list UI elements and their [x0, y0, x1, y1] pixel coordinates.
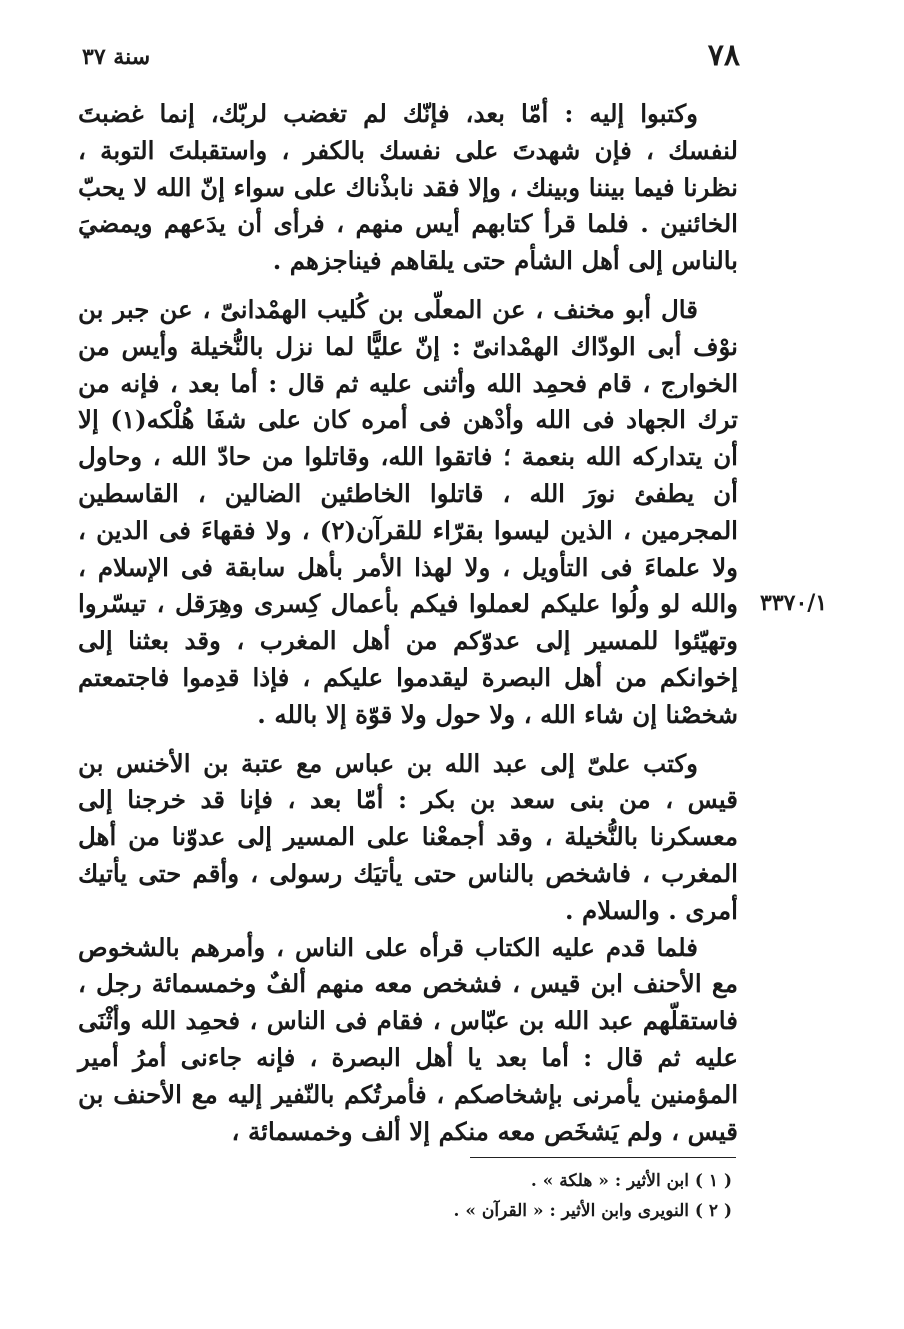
- margin-reference: ٣٣٧٠/١: [760, 590, 828, 616]
- page-header: [70, 38, 740, 82]
- footnotes: [300, 1166, 732, 1226]
- page-number: ٧٨: [707, 38, 740, 73]
- paragraph: قال أبو مخنف ، عن المعلّى بن كُليب الهمْدانىّ ، عن جبر بن نوْف أبى الودّاك الهمْدانىّ : إنّ عليًّا لما نزل بالنُّخيلة وأيس من الخوارج ، قام فحمِد الله وأثنى عليه ثم قال : أما بعد ، فإنه من ترك الجهاد فى الله وأدْهن فى أمره كان على شفَا هُلْكه(١) إلا أن يتداركه الله بنعمة ؛ فاتقوا الله، وقاتلوا من حادّ الله ، وحاول أن يطفئ نورَ الله ، قاتلوا الخاطئين الضالين ، القاسطين المجرمين ، الذين ليسوا بقرّاء للقرآن(٢) ، ولا فقهاءَ فى الدين ، ولا علماءَ فى التأويل ، ولا لهذا الأمر بأهل سابقة فى الإسلام ، والله لو ولُوا عليكم لعملوا فيكم بأعمال كِسرى وهِرَقل ، تيسّروا وتهيّئوا للمسير إلى عدوّكم من أهل المغرب ، وقد بعثنا إلى إخوانكم من أهل البصرة ليقدموا عليكم ، فإذا قدِموا فاجتمعتم شخصْنا إن شاء الله ، ولا حول ولا قوّة إلا بالله .: [78, 294, 738, 729]
- paragraph: وكتبوا إليه : أمّا بعد، فإنّك لم تغضب لربّك، إنما غضبتَ لنفسك ، فإن شهدتَ على نفسك بالكفر ، واستقبلتَ التوبة ، نظرنا فيما بيننا وبينك ، وإلا فقد نابذْناك على سواء إنّ الله لا يحبّ الخائنين . فلما قرأ كتابهم أيس منهم ، فرأى أن يدَعهم ويمضيَ بالناس إلى أهل الشأم حتى يلقاهم فيناجزهم .: [78, 99, 738, 276]
- paragraph: فلما قدم عليه الكتاب قرأه على الناس ، وأمرهم بالشخوص مع الأحنف ابن قيس ، فشخص معه منهم ألفٌ وخمسمائة رجل ، فاستقلّهم عبد الله بن عبّاس ، فقام فى الناس ، فحمِد الله وأثْنَى عليه ثم قال : أما بعد يا أهل البصرة ، فإنه جاءنى أمرُ أمير المؤمنين يأمرنى بإشخاصكم ، فأمرتُكم بالنّفير إليه مع الأحنف بن قيس ، ولم يَشخَص معه منكم إلا ألف وخمسمائة ،: [78, 932, 739, 1146]
- paragraph: وكتب علىّ إلى عبد الله بن عباس مع عتبة بن الأخنس بن قيس ، من بنى سعد بن بكر : أمّا بعد ، فإنا قد خرجنا إلى معسكرنا بالنُّخيلة ، وقد أجمعْنا على المسير إلى عدوّنا من أهل المغرب ، فاشخص بالناس حتى يأتيَك رسولى ، وأقم حتى يأتيك أمرى . والسلام .: [78, 748, 738, 925]
- running-head: سنة ٣٧: [82, 44, 151, 70]
- footnote: ( ١ ) ابن الأثير : « هلكة » .: [530, 1171, 732, 1191]
- footnote: ( ٢ ) النويرى وابن الأثير : « القرآن » .: [453, 1201, 732, 1221]
- main-text: [78, 96, 738, 1150]
- footnote-divider: [470, 1157, 736, 1158]
